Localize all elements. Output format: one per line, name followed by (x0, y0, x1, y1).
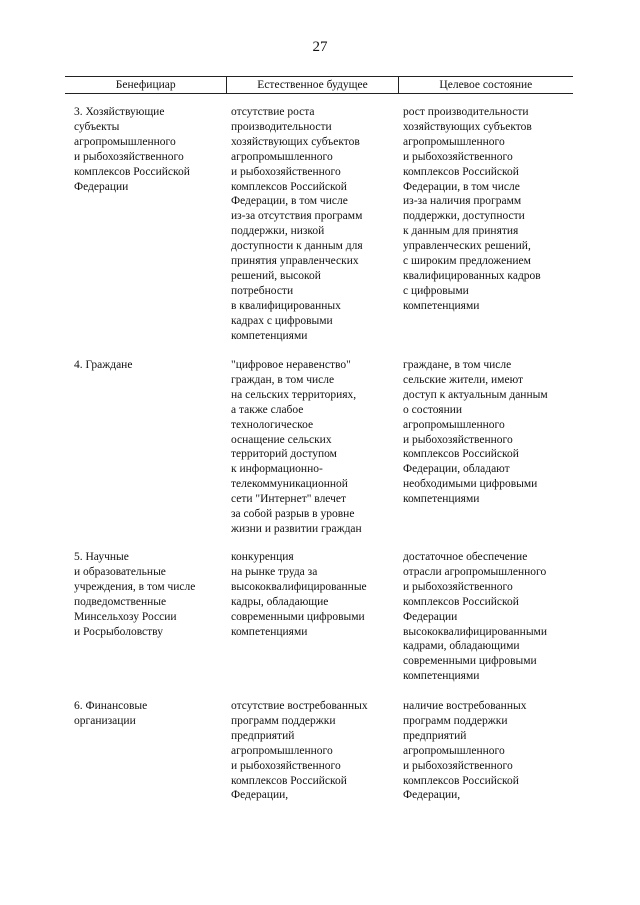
natural-future-cell: отсутствие востребованных программ поддержки предприятий агропромышленного и рыбохозяйственного комплексов Российской Федерации, (231, 700, 368, 802)
header-natural-future: Естественное будущее (226, 77, 397, 93)
target-state-cell: рост производительности хозяйствующих субъектов агропромышленного и рыбохозяйственного комплексов Российской Федерации, в том числе из-за наличия программ поддержки, доступности к данным для принятия управленческих решений, с широким предложением квалифицированных кадров с цифровыми компетенциями (403, 106, 541, 312)
natural-future-cell: конкуренция на рынке труда за высококвалифицированные кадры, обладающие современными цифровыми компетенциями (231, 551, 367, 638)
table-header (65, 76, 573, 94)
page-number: 27 (312, 39, 328, 55)
table-row (65, 550, 573, 684)
beneficiary-cell: 3. Хозяйствующие субъекты агропромышленного и рыбохозяйственного комплексов Российской Федерации (74, 106, 190, 193)
header-target-state: Целевое состояние (398, 77, 573, 93)
beneficiary-cell: 4. Граждане (74, 359, 133, 371)
target-state-cell: граждане, в том числе сельские жители, имеют доступ к актуальным данным о состоянии агропромышленного и рыбохозяйственного комплексов Российской Федерации, обладают необходимыми цифровыми компетенциями (403, 359, 548, 506)
beneficiary-cell: 6. Финансовые организации (74, 700, 148, 727)
beneficiary-table (65, 76, 573, 802)
natural-future-cell: отсутствие роста производительности хозяйствующих субъектов агропромышленного и рыбохозяйственного комплексов Российской Федерации, в том числе из-за отсутствия программ поддержки, низкой доступности к данным для принятия управленческих решений, высокой потребности в квалифицированных кадрах с цифровыми компетенциями (231, 106, 363, 342)
header-beneficiary: Бенефициар (115, 79, 176, 91)
table-row (65, 105, 573, 344)
beneficiary-cell: 5. Научные и образовательные учреждения, в том числе подведомственные Минсельхозу России и Росрыболовству (74, 551, 196, 638)
target-state-cell: наличие востребованных программ поддержки предприятий агропромышленного и рыбохозяйственного комплексов Российской Федерации, (403, 700, 527, 802)
table-row (65, 358, 573, 537)
target-state-cell: достаточное обеспечение отрасли агропромышленного и рыбохозяйственного комплексов Российской Федерации высококвалифицированными кадрами, обладающими современными цифровыми компетенциями (403, 551, 547, 683)
natural-future-cell: "цифровое неравенство" граждан, в том числе на сельских территориях, а также слабое технологическое оснащение сельских территорий доступом к информационно- телекоммуникационной сети "Интернет" влечет за собой разрыв в уровне жизни и развитии граждан (231, 359, 362, 535)
table-row (65, 699, 573, 803)
